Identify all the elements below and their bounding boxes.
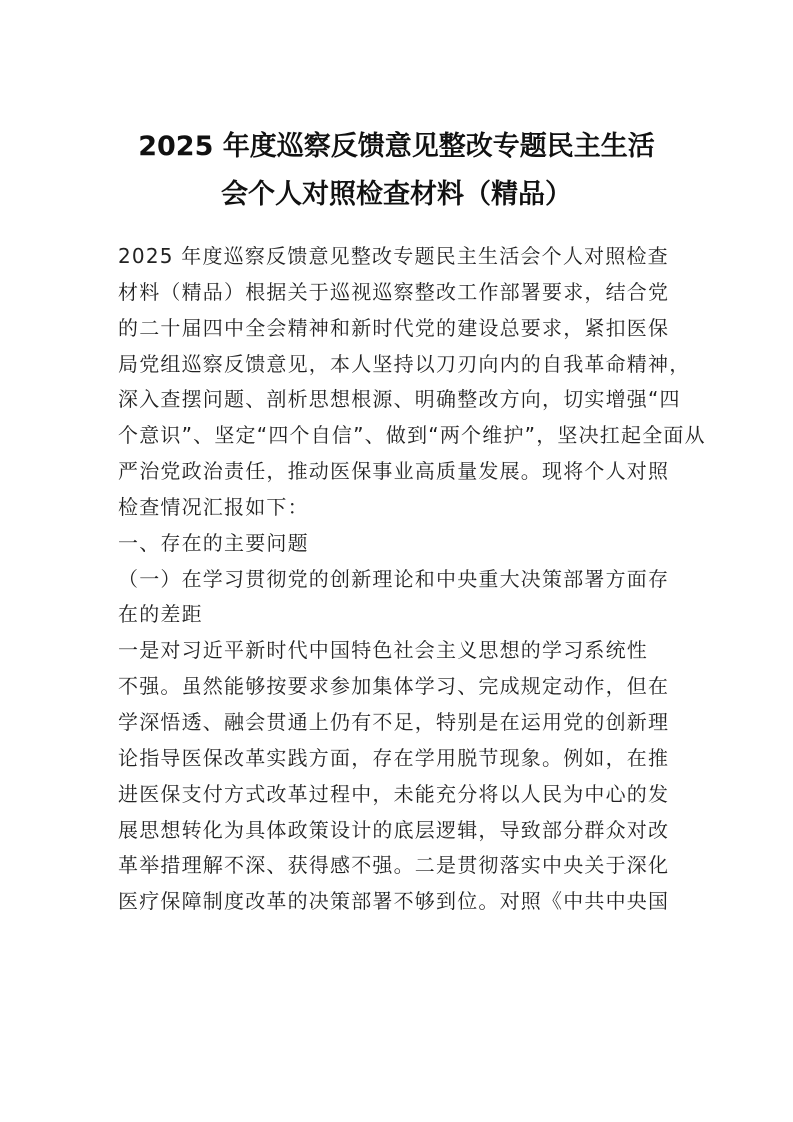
- body-line: 学深悟透、融会贯通上仍有不足，特别是在运用党的创新理: [118, 709, 670, 734]
- document-body: [118, 239, 706, 920]
- document-title-line-1: 2025 年度巡察反馈意见整改专题民主生活: [138, 131, 655, 162]
- body-line: 一是对习近平新时代中国特色社会主义思想的学习系统性: [118, 638, 648, 663]
- body-line: 不强。虽然能够按要求参加集体学习、完成规定动作，但在: [118, 674, 670, 699]
- subsection-heading: 在的差距: [118, 602, 203, 627]
- body-line: 革举措理解不深、获得感不强。二是贯彻落实中央关于深化: [118, 853, 670, 878]
- section-heading: 一、存在的主要问题: [118, 530, 309, 555]
- body-line: 2025 年度巡察反馈意见整改专题民主生活会个人对照检查: [118, 244, 669, 268]
- document-title-line-2: 会个人对照检查材料（精品）: [221, 179, 572, 210]
- body-line: 的二十届四中全会精神和新时代党的建设总要求，紧扣医保: [118, 315, 670, 340]
- body-line: 论指导医保改革实践方面，存在学用脱节现象。例如，在推: [118, 745, 670, 770]
- body-line: 材料（精品）根据关于巡视巡察整改工作部署要求，结合党: [118, 279, 670, 304]
- body-line: 医疗保障制度改革的决策部署不够到位。对照《中共中央国: [118, 889, 670, 914]
- body-line: 展思想转化为具体政策设计的底层逻辑，导致部分群众对改: [118, 817, 670, 842]
- body-line: 进医保支付方式改革过程中，未能充分将以人民为中心的发: [118, 781, 670, 806]
- body-line: 深入查摆问题、剖析思想根源、明确整改方向，切实增强“四: [118, 387, 681, 412]
- body-line: 局党组巡察反馈意见，本人坚持以刀刃向内的自我革命精神，: [118, 351, 691, 376]
- subsection-heading: （一）在学习贯彻党的创新理论和中央重大决策部署方面存: [118, 566, 670, 591]
- body-line: 严治党政治责任，推动医保事业高质量发展。现将个人对照: [118, 459, 670, 484]
- body-line: 个意识”、坚定“四个自信”、做到“两个维护”，坚决扛起全面从: [118, 423, 706, 448]
- body-line: 检查情况汇报如下：: [118, 494, 309, 519]
